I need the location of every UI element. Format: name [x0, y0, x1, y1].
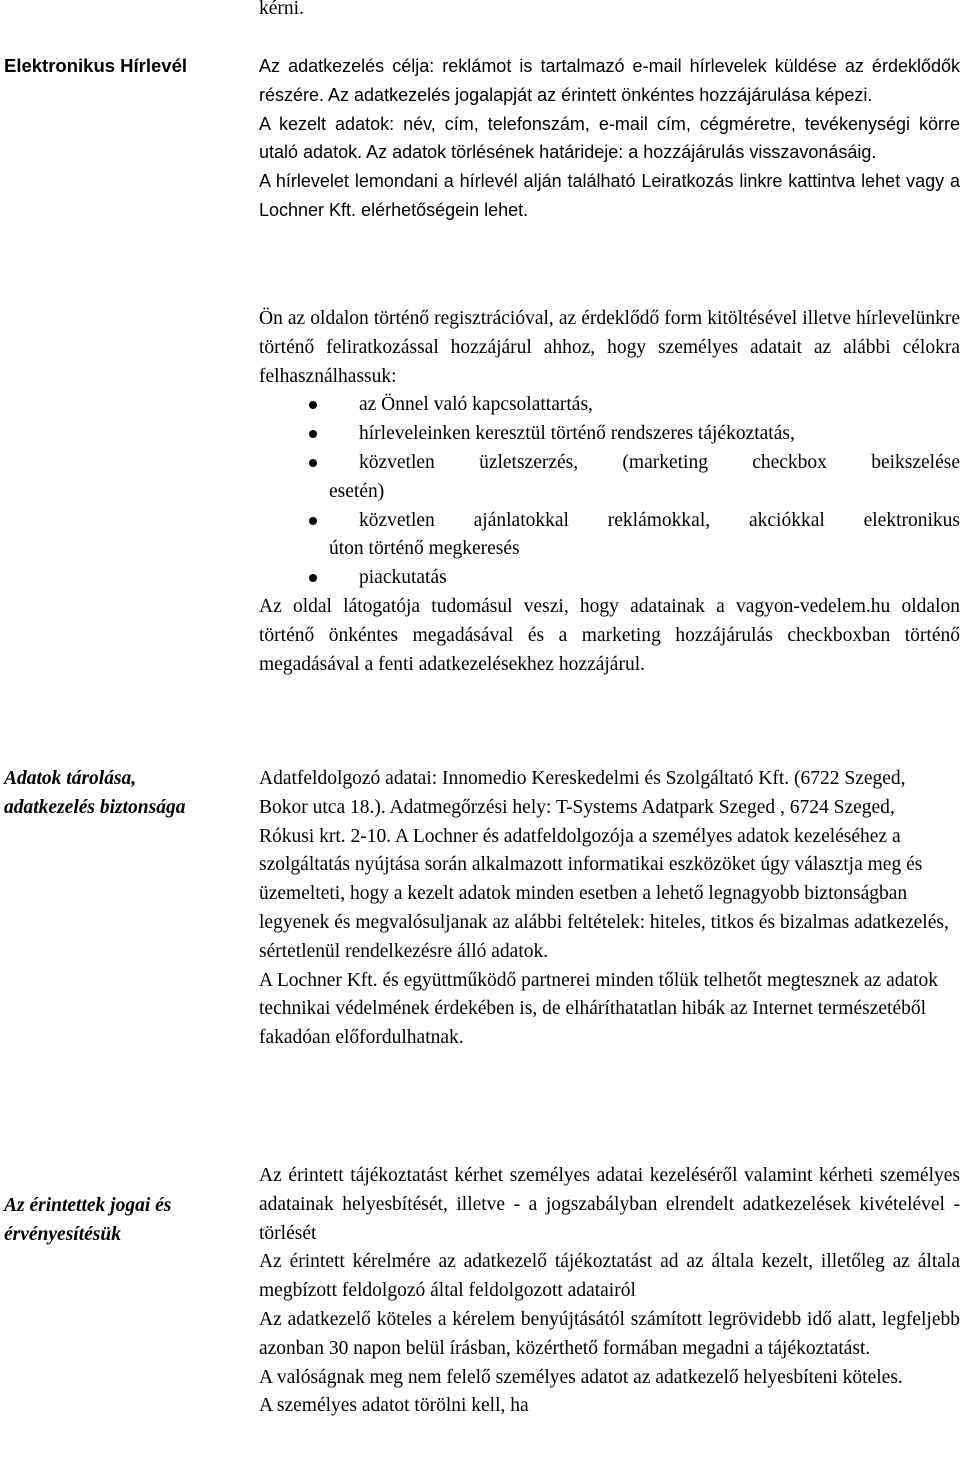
newsletter-unsubscribe: A hírlevelet lemondani a hírlevél alján található Leiratkozás linkre kattintva lehet vagy a Lochner Kft. elérhetőségein lehet. [259, 171, 960, 220]
list-item-continuation: esetén) [329, 480, 385, 502]
storage-security: A Lochner Kft. és együttműködő partnerei minden tőlük telhetőt megtesznek az adatok technikai védelmének érdekében is, de elháríthatatlan hibák az Internet természetéből fakadóan előfordulhatnak. [259, 969, 939, 1049]
top-fragment-block [259, 0, 960, 24]
rights-label: Az érintettek jogai és érvényesítésük [4, 1195, 172, 1245]
storage-label: Adatok tárolása, adatkezelés biztonsága [4, 768, 186, 818]
purpose-list [259, 391, 960, 593]
storage-section [259, 765, 949, 1053]
list-item-text: közvetlen üzletszerzés, (marketing checkbox beikszelése [359, 451, 960, 473]
list-item [259, 391, 960, 420]
rights-information: Az érintett tájékoztatást kérhet személyes adatai kezeléséről valamint kérheti személyes adatainak helyesbítését, illetve - a jogszabályban elrendelt adatkezelések kivételével - törlését [259, 1165, 960, 1244]
bullet-icon [309, 430, 317, 438]
bullet-icon [309, 574, 317, 582]
rights-deletion: A személyes adatot törölni kell, ha [259, 1395, 529, 1417]
list-item [259, 564, 960, 593]
bullet-icon [309, 517, 317, 525]
consent-section [259, 305, 960, 679]
rights-deadline: Az adatkezelő köteles a kérelem benyújtásától számított legrövidebb idő alatt, legfeljebb azonban 30 napon belül írásban, közérthető formában megadni a tájékoztatást. [259, 1308, 960, 1359]
newsletter-data: A kezelt adatok: név, cím, telefonszám, e-mail cím, cégméretre, tevékenységi körre utaló adatok. Az adatok törlésének határideje: a hozzájárulás visszavonásáig. [259, 113, 960, 163]
newsletter-label: Elektronikus Hírlevél [4, 55, 188, 76]
newsletter-purpose: Az adatkezelés célja: reklámot is tartalmazó e-mail hírlevelek küldése az érdeklődők részére. Az adatkezelés jogalapját az érintett önkéntes hozzájárulása képezi. [259, 56, 960, 105]
list-item-text: az Önnel való kapcsolattartás, [359, 394, 593, 416]
list-item [259, 507, 960, 565]
rights-correction: A valóságnak meg nem felelő személyes adatot az adatkezelő helyesbíteni köteles. [259, 1366, 903, 1388]
list-item-text: piackutatás [359, 567, 447, 589]
list-item [259, 420, 960, 449]
list-item-text: közvetlen ajánlatokkal reklámokkal, akciókkal elektronikus [359, 509, 960, 531]
bullet-icon [309, 459, 317, 467]
bullet-icon [309, 401, 317, 409]
top-fragment: kérni. [259, 0, 304, 19]
newsletter-section [259, 52, 960, 225]
consent-acknowledgement: Az oldal látogatója tudomásul veszi, hogy adatainak a vagyon-vedelem.hu oldalon történő önkéntes megadásával és a marketing hozzájárulás checkboxban történő megadásával a fenti adatkezelésekhez hozzájárul. [259, 595, 960, 675]
storage-processor: Adatfeldolgozó adatai: Innomedio Kereskedelmi és Szolgáltató Kft. (6722 Szeged, Bokor utca 18.). Adatmegőrzési hely: T-Systems Adatpark Szeged , 6724 Szeged, Rókusi krt. 2-10. A Lochner és adatfeldolgozója a személyes adatok kezeléséhez a szolgáltatás nyújtása során alkalmazott informatikai eszközöket úgy választja meg és üzemelteti, hogy a kezelt adatok minden esetben a lehető legnagyobb biztonságban legyenek és megvalósuljanak az alábbi feltételek: hiteles, titkos és bizalmas adatkezelés, sértetlenül rendelkezésre álló adatok. [259, 768, 949, 962]
rights-request: Az érintett kérelmére az adatkezelő tájékoztatást ad az általa kezelt, illetőleg az általa megbízott feldolgozó által feldolgozott adatairól [259, 1251, 960, 1302]
rights-section [259, 1162, 960, 1421]
list-item [259, 449, 960, 507]
list-item-continuation: úton történő megkeresés [329, 538, 520, 560]
list-item-text: hírleveleinken keresztül történő rendszeres tájékoztatás, [359, 423, 795, 445]
consent-intro: Ön az oldalon történő regisztrációval, az érdeklődő form kitöltésével illetve hírlevelünkre történő feliratkozással hozzájárul ahhoz, hogy személyes adatait az alábbi célokra felhasználhassuk: [259, 308, 960, 387]
